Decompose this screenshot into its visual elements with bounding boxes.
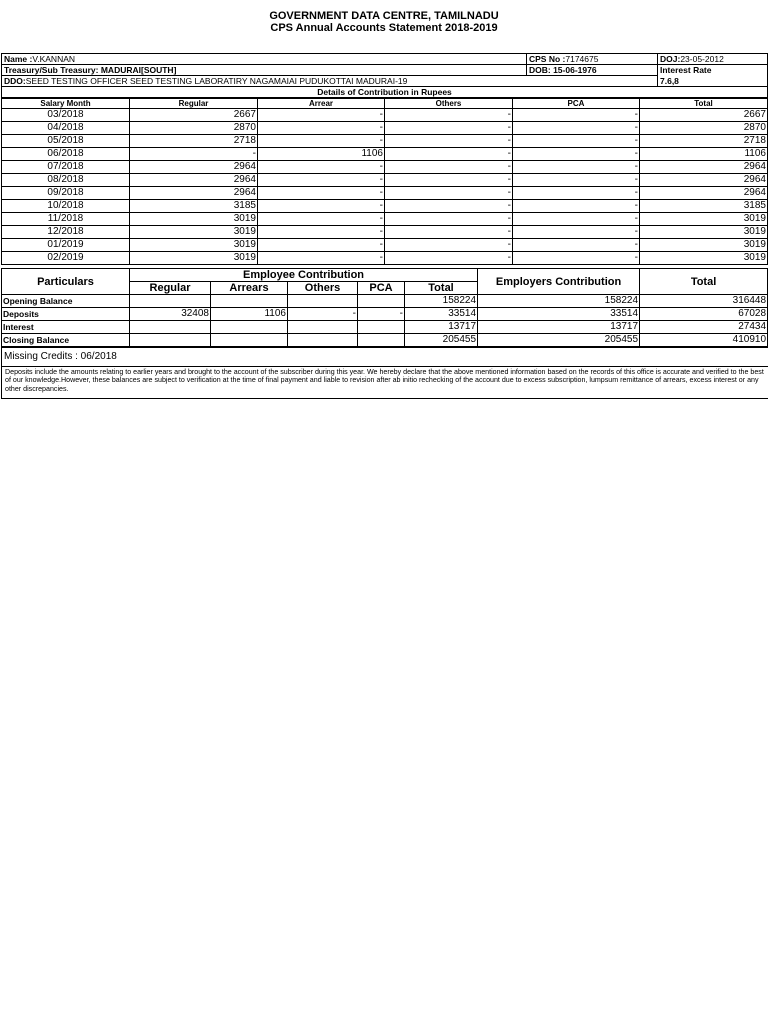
table-row <box>2 213 768 226</box>
salary-month-cell: 12/2018 <box>2 226 130 239</box>
salary-month-cell: 08/2018 <box>2 174 130 187</box>
others-cell: - <box>385 226 513 239</box>
balance-summary-table <box>1 268 768 347</box>
doj-value: 23-05-2012 <box>680 54 724 64</box>
summary-rows <box>2 295 768 347</box>
monthly-header-row <box>2 99 768 109</box>
regular-cell: 2964 <box>130 174 258 187</box>
arrear-cell: - <box>258 187 385 200</box>
total-cell: 3019 <box>640 226 768 239</box>
table-row <box>2 174 768 187</box>
table-row <box>2 239 768 252</box>
col-total: Total <box>640 99 768 109</box>
arrears-cell <box>211 334 288 347</box>
others-cell: - <box>385 213 513 226</box>
regular-cell: 3019 <box>130 226 258 239</box>
dob-cell: DOB: 15-06-1976 <box>527 65 658 76</box>
regular-cell: 32408 <box>130 308 211 321</box>
total-cell: 2718 <box>640 135 768 148</box>
arrear-cell: - <box>258 226 385 239</box>
regular-cell <box>130 295 211 308</box>
arrear-cell: - <box>258 161 385 174</box>
employer-cell: 205455 <box>478 334 640 347</box>
col-arrear: Arrear <box>258 99 385 109</box>
pca-cell: - <box>513 122 640 135</box>
pca-cell <box>358 321 405 334</box>
pca-cell: - <box>513 161 640 174</box>
table-row <box>2 135 768 148</box>
regular-cell <box>130 321 211 334</box>
others-cell: - <box>385 135 513 148</box>
regular-cell: - <box>130 148 258 161</box>
others-cell: - <box>288 308 358 321</box>
cps-label: CPS No : <box>529 54 566 64</box>
statement-title: GOVERNMENT DATA CENTRE, TAMILNADU <box>269 10 499 22</box>
pca-cell: - <box>513 252 640 265</box>
name-cell <box>2 54 527 65</box>
sub-pca-header: PCA <box>358 282 405 295</box>
table-row <box>2 321 768 334</box>
regular-cell: 2667 <box>130 109 258 122</box>
total-cell: 410910 <box>640 334 768 347</box>
arrears-cell <box>211 321 288 334</box>
table-row <box>2 122 768 135</box>
table-row <box>2 148 768 161</box>
name-label: Name : <box>4 54 33 64</box>
cps-value: 7174675 <box>565 54 599 64</box>
salary-month-cell: 03/2018 <box>2 109 130 122</box>
total-cell: 3019 <box>640 213 768 226</box>
total-cell: 3019 <box>640 252 768 265</box>
arrears-cell: 1106 <box>211 308 288 321</box>
pca-cell: - <box>513 135 640 148</box>
total-cell: 27434 <box>640 321 768 334</box>
pca-cell: - <box>513 226 640 239</box>
arrear-cell: 1106 <box>258 148 385 161</box>
total-cell: 3019 <box>640 239 768 252</box>
regular-cell: 3019 <box>130 252 258 265</box>
pca-cell <box>358 295 405 308</box>
others-cell: - <box>385 200 513 213</box>
monthly-rows <box>2 109 768 265</box>
contribution-details-title: Details of Contribution in Rupees <box>2 87 768 98</box>
arrear-cell: - <box>258 213 385 226</box>
ddo-label: DDO: <box>4 76 26 86</box>
pca-cell: - <box>513 200 640 213</box>
total-cell: 2964 <box>640 161 768 174</box>
table-row <box>2 161 768 174</box>
ddo-value: SEED TESTING OFFICER SEED TESTING LABORATIRY NAGAMAIAI PUDUKOTTAI MADURAI-19 <box>25 76 408 86</box>
interest-rate-label: Interest Rate <box>658 65 768 76</box>
others-cell: - <box>385 239 513 252</box>
arrear-cell: - <box>258 239 385 252</box>
salary-month-cell: 11/2018 <box>2 213 130 226</box>
employer-cell: 13717 <box>478 321 640 334</box>
declaration-note: Deposits include the amounts relating to earlier years and brought to the account of the subscriber during this year. We hereby declare that the above mentioned information based on the records of this office is accurate and verified to the best of our knowledge.However, these balances are subject to verification at the time of final payment and liable to revision after ab initio rechecking of the account due to excess subscription, lumpsum remittance of arrears, excess interest or any other discrepancies. <box>1 366 768 399</box>
particulars-cell: Interest <box>2 321 130 334</box>
arrears-cell <box>211 295 288 308</box>
summary-total-header: Total <box>640 269 768 295</box>
employee-total-cell: 33514 <box>405 308 478 321</box>
pca-cell: - <box>513 239 640 252</box>
arrear-cell: - <box>258 109 385 122</box>
sub-others-header: Others <box>288 282 358 295</box>
others-cell: - <box>385 252 513 265</box>
employee-contribution-header: Employee Contribution <box>130 269 478 282</box>
interest-rate-value: 7.6,8 <box>658 76 768 87</box>
regular-cell: 3185 <box>130 200 258 213</box>
employer-cell: 158224 <box>478 295 640 308</box>
sub-total-header: Total <box>405 282 478 295</box>
salary-month-cell: 06/2018 <box>2 148 130 161</box>
particulars-header: Particulars <box>2 269 130 295</box>
particulars-cell: Opening Balance <box>2 295 130 308</box>
salary-month-cell: 10/2018 <box>2 200 130 213</box>
col-regular: Regular <box>130 99 258 109</box>
doj-cell <box>658 54 768 65</box>
salary-month-cell: 05/2018 <box>2 135 130 148</box>
employee-total-cell: 205455 <box>405 334 478 347</box>
table-row <box>2 252 768 265</box>
arrear-cell: - <box>258 122 385 135</box>
total-cell: 2964 <box>640 187 768 200</box>
total-cell: 67028 <box>640 308 768 321</box>
pca-cell: - <box>358 308 405 321</box>
pca-cell: - <box>513 109 640 122</box>
treasury-cell: Treasury/Sub Treasury: MADURAI[SOUTH] <box>2 65 527 76</box>
others-cell: - <box>385 174 513 187</box>
total-cell: 316448 <box>640 295 768 308</box>
subscriber-info-table <box>1 53 768 98</box>
salary-month-cell: 01/2019 <box>2 239 130 252</box>
monthly-contribution-table <box>1 98 768 265</box>
total-cell: 2870 <box>640 122 768 135</box>
name-value: V.KANNAN <box>32 54 76 64</box>
arrear-cell: - <box>258 135 385 148</box>
arrear-cell: - <box>258 200 385 213</box>
table-row <box>2 226 768 239</box>
others-cell <box>288 321 358 334</box>
salary-month-cell: 04/2018 <box>2 122 130 135</box>
employee-total-cell: 13717 <box>405 321 478 334</box>
others-cell: - <box>385 148 513 161</box>
employers-contribution-header: Employers Contribution <box>478 269 640 295</box>
salary-month-cell: 09/2018 <box>2 187 130 200</box>
others-cell: - <box>385 109 513 122</box>
table-row <box>2 200 768 213</box>
others-cell: - <box>385 161 513 174</box>
total-cell: 1106 <box>640 148 768 161</box>
employer-cell: 33514 <box>478 308 640 321</box>
regular-cell: 2718 <box>130 135 258 148</box>
regular-cell: 2964 <box>130 187 258 200</box>
table-row <box>2 295 768 308</box>
regular-cell <box>130 334 211 347</box>
employee-total-cell: 158224 <box>405 295 478 308</box>
regular-cell: 3019 <box>130 213 258 226</box>
salary-month-cell: 07/2018 <box>2 161 130 174</box>
regular-cell: 2964 <box>130 161 258 174</box>
table-row <box>2 308 768 321</box>
pca-cell: - <box>513 213 640 226</box>
salary-month-cell: 02/2019 <box>2 252 130 265</box>
total-cell: 2667 <box>640 109 768 122</box>
table-row <box>2 187 768 200</box>
others-cell: - <box>385 122 513 135</box>
table-row <box>2 109 768 122</box>
pca-cell: - <box>513 174 640 187</box>
col-others: Others <box>385 99 513 109</box>
statement-subtitle: CPS Annual Accounts Statement 2018-2019 <box>270 22 498 34</box>
particulars-cell: Closing Balance <box>2 334 130 347</box>
pca-cell: - <box>513 148 640 161</box>
particulars-cell: Deposits <box>2 308 130 321</box>
regular-cell: 3019 <box>130 239 258 252</box>
table-row <box>2 334 768 347</box>
total-cell: 2964 <box>640 174 768 187</box>
missing-credits: Missing Credits : 06/2018 <box>1 347 768 367</box>
cps-cell <box>527 54 658 65</box>
total-cell: 3185 <box>640 200 768 213</box>
arrear-cell: - <box>258 174 385 187</box>
pca-cell: - <box>513 187 640 200</box>
others-cell <box>288 295 358 308</box>
sub-arrears-header: Arrears <box>211 282 288 295</box>
col-pca: PCA <box>513 99 640 109</box>
col-salary-month: Salary Month <box>2 99 130 109</box>
ddo-cell <box>2 76 658 87</box>
others-cell: - <box>385 187 513 200</box>
pca-cell <box>358 334 405 347</box>
regular-cell: 2870 <box>130 122 258 135</box>
sub-regular-header: Regular <box>130 282 211 295</box>
arrear-cell: - <box>258 252 385 265</box>
doj-label: DOJ: <box>660 54 681 64</box>
others-cell <box>288 334 358 347</box>
